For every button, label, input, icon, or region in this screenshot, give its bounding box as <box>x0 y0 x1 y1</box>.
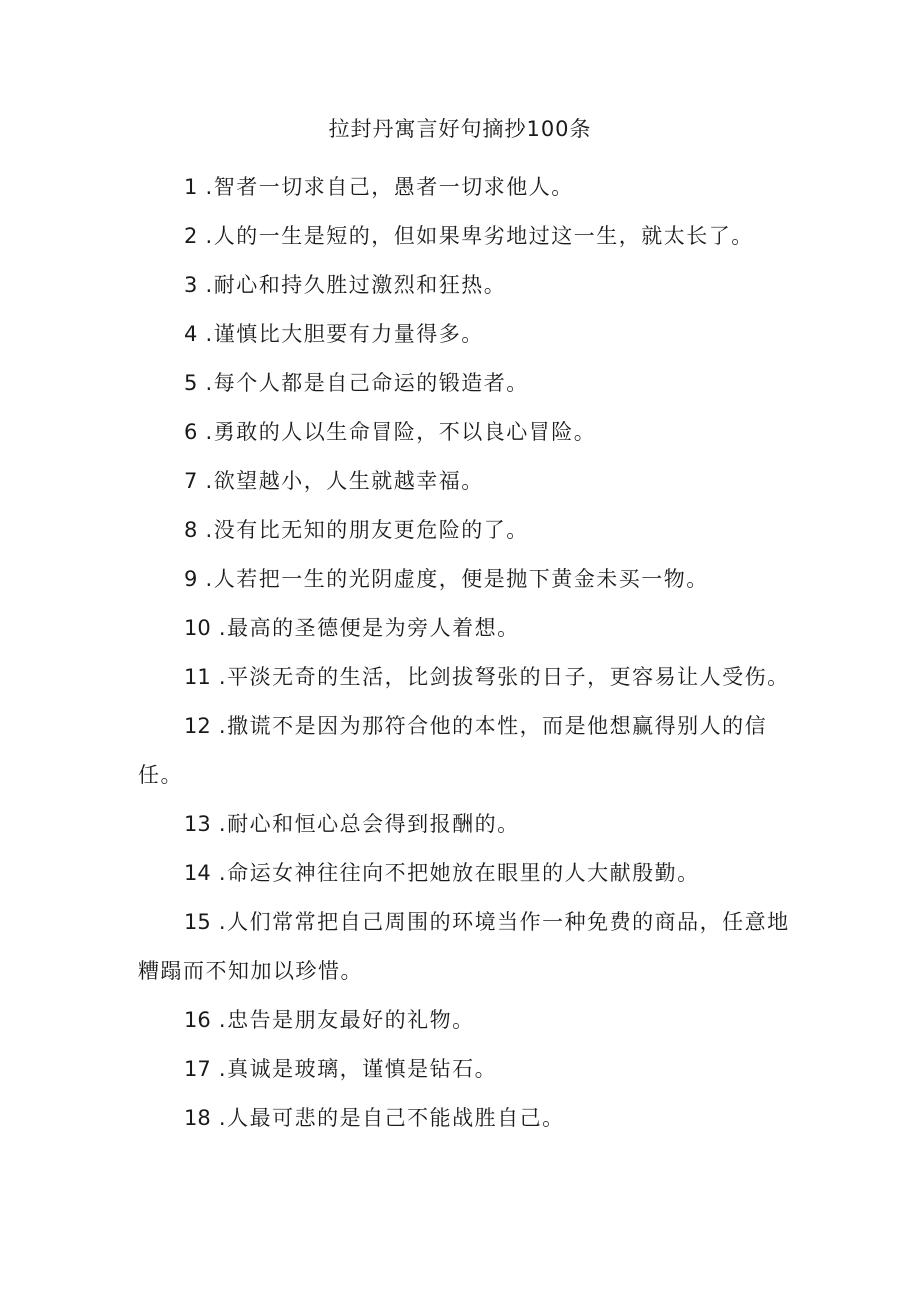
list-item: 8 .没有比无知的朋友更危险的了。 <box>184 518 529 542</box>
list-item: 1 .智者一切求自己，愚者一切求他人。 <box>184 175 574 199</box>
item-number: 16 <box>184 1008 211 1032</box>
item-text: 智者一切求自己，愚者一切求他人。 <box>213 175 574 199</box>
item-text: 勇敢的人以生命冒险，不以良心冒险。 <box>213 420 597 444</box>
list-item: 2 .人的一生是短的，但如果卑劣地过这一生，就太长了。 <box>184 224 754 248</box>
item-number: 1 <box>184 175 198 199</box>
list-item: 14 .命运女神往往向不把她放在眼里的人大献殷勤。 <box>184 861 700 885</box>
item-number: 8 <box>184 518 198 542</box>
item-text: 人们常常把自己周围的环境当作一种免费的商品，任意地糟蹋而不知加以珍惜。 <box>138 910 790 983</box>
item-number: 10 <box>184 616 211 640</box>
item-text: 每个人都是自己命运的锻造者。 <box>213 371 529 395</box>
item-number: 15 <box>184 910 211 934</box>
item-text: 忠告是朋友最好的礼物。 <box>227 1008 475 1032</box>
list-item: 12 .撒谎不是因为那符合他的本性，而是他想赢得别人的信任。 <box>138 714 768 787</box>
item-text: 谨慎比大胆要有力量得多。 <box>213 322 484 346</box>
list-item: 11 .平淡无奇的生活，比剑拔弩张的日子，更容易让人受伤。 <box>184 665 790 689</box>
list-item: 6 .勇敢的人以生命冒险，不以良心冒险。 <box>184 420 597 444</box>
item-text: 人最可悲的是自己不能战胜自己。 <box>227 1106 565 1130</box>
item-number: 11 <box>184 665 211 689</box>
item-number: 5 <box>184 371 198 395</box>
item-number: 14 <box>184 861 211 885</box>
item-number: 7 <box>184 469 198 493</box>
list-item: 9 .人若把一生的光阴虚度，便是抛下黄金未买一物。 <box>184 567 709 591</box>
item-text: 撒谎不是因为那符合他的本性，而是他想赢得别人的信任。 <box>138 714 768 787</box>
item-number: 13 <box>184 812 211 836</box>
item-text: 耐心和持久胜过激烈和狂热。 <box>213 273 507 297</box>
item-text: 人的一生是短的，但如果卑劣地过这一生，就太长了。 <box>213 224 754 248</box>
item-text: 欲望越小，人生就越幸福。 <box>213 469 484 493</box>
item-text: 没有比无知的朋友更危险的了。 <box>213 518 529 542</box>
list-item: 18 .人最可悲的是自己不能战胜自己。 <box>184 1106 565 1130</box>
item-number: 3 <box>184 273 198 297</box>
list-item: 15 .人们常常把自己周围的环境当作一种免费的商品，任意地糟蹋而不知加以珍惜。 <box>138 910 790 983</box>
item-text: 命运女神往往向不把她放在眼里的人大献殷勤。 <box>227 861 700 885</box>
list-item: 17 .真诚是玻璃，谨慎是钻石。 <box>184 1057 498 1081</box>
item-text: 真诚是玻璃，谨慎是钻石。 <box>227 1057 498 1081</box>
quote-list <box>138 163 798 1143</box>
item-number: 6 <box>184 420 198 444</box>
list-item: 13 .耐心和恒心总会得到报酬的。 <box>184 812 520 836</box>
page-title: 拉封丹寓言好句摘抄100条 <box>328 117 592 141</box>
item-number: 2 <box>184 224 198 248</box>
list-item: 7 .欲望越小，人生就越幸福。 <box>184 469 484 493</box>
item-number: 17 <box>184 1057 211 1081</box>
item-number: 9 <box>184 567 198 591</box>
item-number: 18 <box>184 1106 211 1130</box>
item-number: 12 <box>184 714 211 738</box>
list-item: 3 .耐心和持久胜过激烈和狂热。 <box>184 273 507 297</box>
list-item: 10 .最高的圣德便是为旁人着想。 <box>184 616 520 640</box>
list-item: 16 .忠告是朋友最好的礼物。 <box>184 1008 475 1032</box>
item-text: 耐心和恒心总会得到报酬的。 <box>227 812 520 836</box>
item-text: 人若把一生的光阴虚度，便是抛下黄金未买一物。 <box>213 567 709 591</box>
item-text: 最高的圣德便是为旁人着想。 <box>227 616 520 640</box>
item-text: 平淡无奇的生活，比剑拔弩张的日子，更容易让人受伤。 <box>227 665 790 689</box>
list-item: 4 .谨慎比大胆要有力量得多。 <box>184 322 484 346</box>
list-item: 5 .每个人都是自己命运的锻造者。 <box>184 371 529 395</box>
item-number: 4 <box>184 322 198 346</box>
